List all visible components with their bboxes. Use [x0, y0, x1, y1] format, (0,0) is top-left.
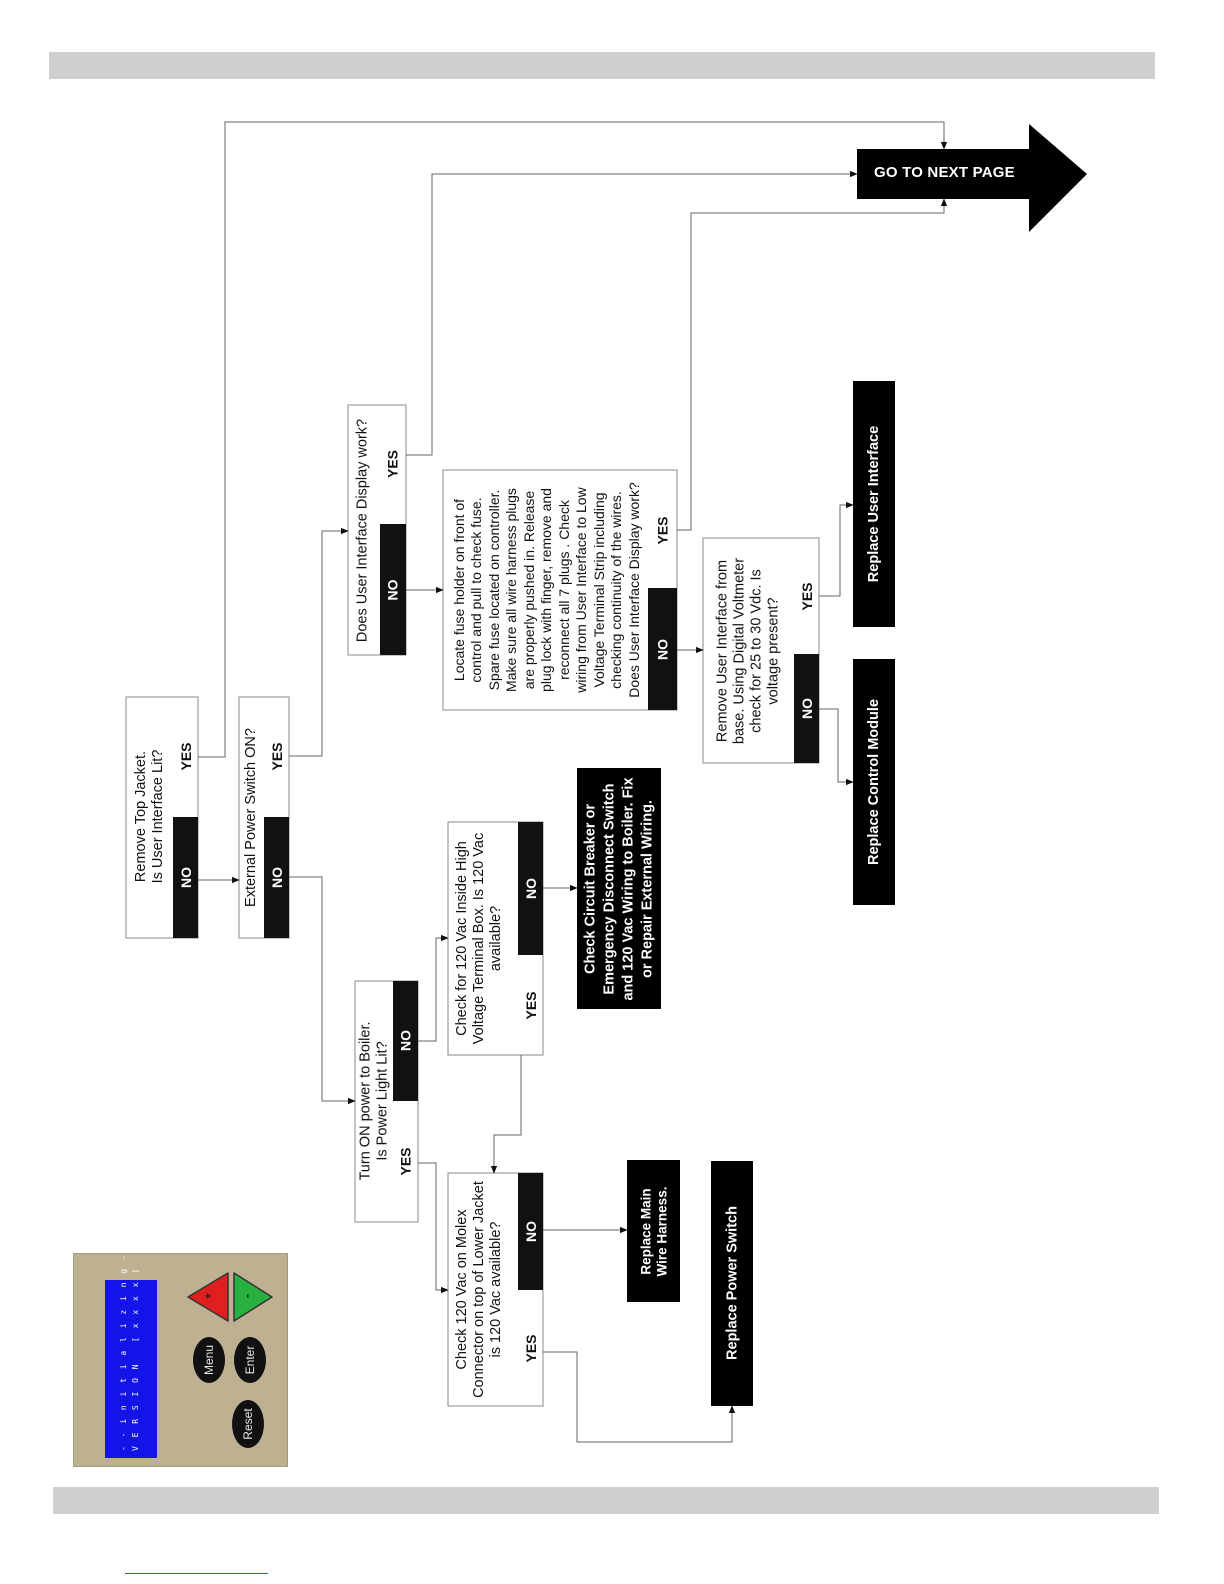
enter-label: Enter [243, 1345, 257, 1375]
q-molex-text: Check 120 Vac on Molex Connector on top of Lower Jacket is 120 Vac available? [454, 1181, 504, 1398]
action-breaker-text: Check Circuit Breaker or Emergency Disconnect Switch and 120 Vac Wiring to Boiler. Fix or Repair External Wiring. [582, 777, 656, 1001]
q-120-high-text: Check for 120 Vac Inside High Voltage Terminal Box. Is 120 Vac available? [454, 832, 504, 1045]
q-voltmeter-text: Remove User Interface from base. Using Digital Voltmeter check for 25 to 30 Vdc. Is voltage present? [714, 557, 782, 745]
q-turn-on-yes: YES [397, 1147, 413, 1176]
q-voltmeter-yes: YES [798, 582, 815, 611]
menu-label: Menu [202, 1344, 216, 1376]
q-fuse-no: NO [654, 639, 670, 660]
q-ui-display-yes: YES [384, 450, 401, 479]
q-ext-switch-yes: YES [268, 742, 285, 771]
q-turn-on-no: NO [397, 1030, 413, 1051]
q-ui-display-no: NO [384, 579, 401, 601]
q-top-jacket-yes: YES [177, 742, 194, 771]
q-120-high-no: NO [522, 878, 539, 899]
action-power-switch-text: Replace Power Switch [724, 1206, 740, 1360]
q-top-jacket-text: Remove Top Jacket. Is User Interface Lit? [132, 749, 166, 884]
action-ui-text: Replace User Interface [865, 425, 882, 583]
q-molex-no: NO [522, 1221, 539, 1242]
reset-label: Reset [241, 1408, 255, 1440]
next-page-label[interactable]: GO TO NEXT PAGE [874, 164, 1015, 181]
q-turn-on-text: Turn ON power to Boiler. Is Power Light Lit? [357, 1021, 391, 1181]
q-fuse-yes: YES [654, 516, 670, 545]
action-control-text: Replace Control Module [865, 699, 882, 865]
arrow-buttons [180, 1265, 280, 1335]
lcd-line-1: - - i n i t i a l i z i n g - - [119, 1239, 128, 1451]
lcd-line-2: V E R S I O N [ x x x x ] [131, 1266, 140, 1451]
q-ext-switch-text: External Power Switch ON? [243, 728, 259, 907]
q-ext-switch-no: NO [268, 867, 285, 888]
q-voltmeter-no: NO [798, 698, 815, 719]
q-120-high-yes: YES [522, 991, 539, 1020]
action-main-harness-text: Replace Main Wire Harness. [638, 1186, 669, 1277]
minus-label: - [240, 1294, 254, 1298]
plus-label: + [201, 1292, 215, 1300]
connectors [198, 122, 944, 1442]
q-top-jacket-no: NO [177, 867, 194, 888]
q-molex-yes: YES [522, 1334, 539, 1363]
q-fuse-text: Locate fuse holder on front of control and pull to check fuse. Spare fuse located on controller. Make sure all wire harness plugs are properly pushed in. Release plug lock with finger, remove and reconnect all 7 plugs . Check wiring from User Interface to Low Voltage Terminal Strip including checking continuity of the wires. Does User Interface Display work? [450, 482, 642, 698]
q-ui-display-text: Does User Interface Display work? [354, 418, 371, 643]
